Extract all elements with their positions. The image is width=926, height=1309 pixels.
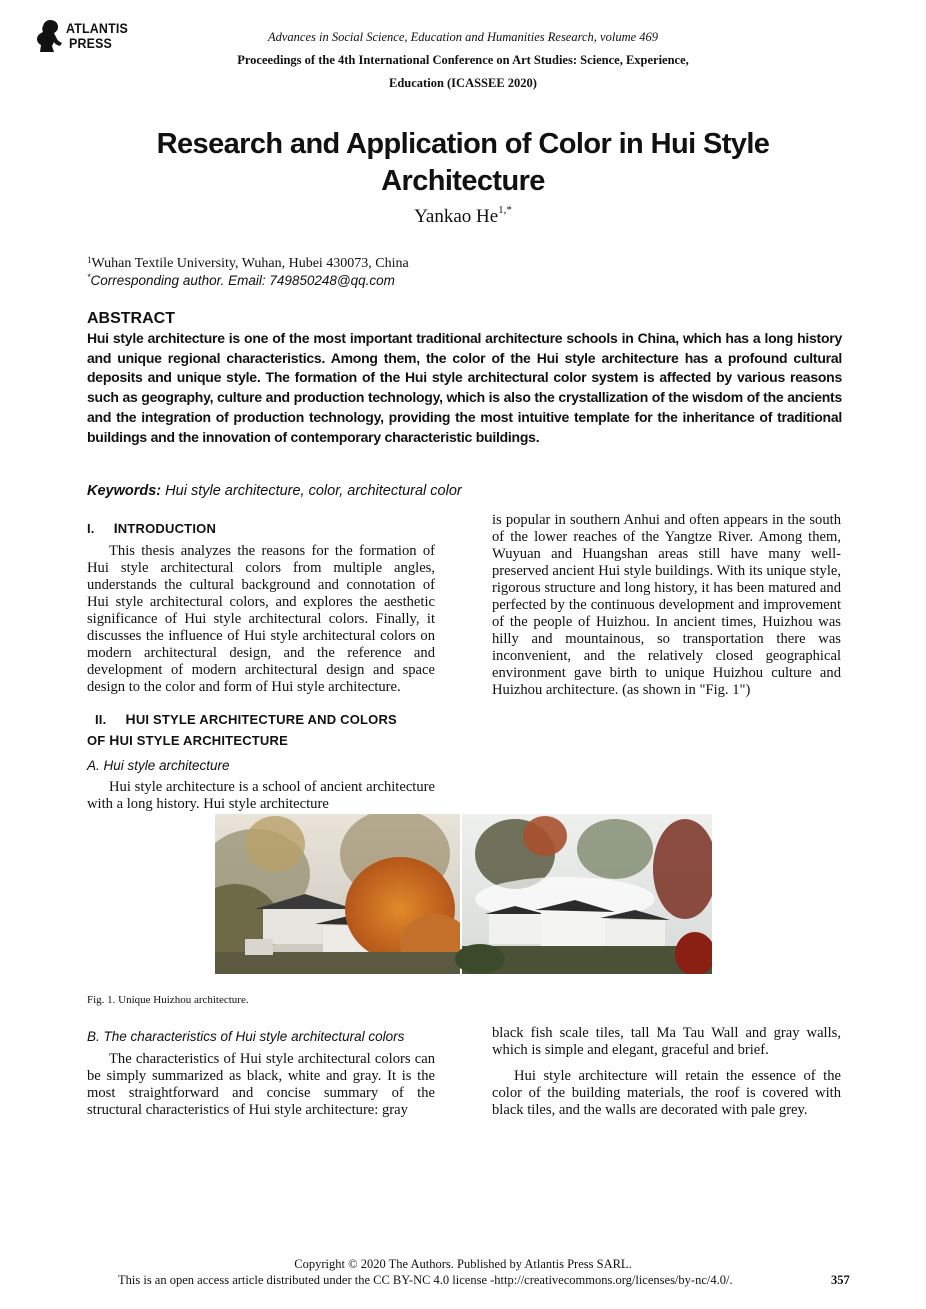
corresponding-text: Corresponding author. Email: 749850248@qq.com: [90, 273, 395, 288]
logo-text-press: PRESS: [69, 36, 113, 51]
figure-1-caption: Fig. 1. Unique Huizhou architecture.: [87, 994, 249, 1006]
section-2-number: II.: [95, 712, 107, 727]
section-2-heading-line-1: [87, 709, 435, 730]
right-column-paragraph-2: black fish scale tiles, tall Ma Tau Wall and gray walls, which is simple and elegant, graceful and brief.: [492, 1025, 841, 1058]
keywords-label: Keywords:: [87, 483, 162, 499]
section-2-heading-line-2: [87, 730, 435, 751]
title-line-1: Research and Application of Color in Hui Style: [156, 128, 770, 160]
author-name: Yankao He: [414, 206, 499, 227]
subsection-b-paragraph: The characteristics of Hui style architectural colors can be simply summarized as black, white and gray. It is the most straightforward and concise summary of the structural characteristics of Hui style architecture: gray: [87, 1051, 435, 1118]
abstract-heading: ABSTRACT: [87, 310, 175, 327]
subsection-a-paragraph: Hui style architecture is a school of ancient architecture with a long history. Hui style architecture: [87, 779, 435, 812]
author-line: [0, 206, 926, 228]
keywords-text: Hui style architecture, color, architectural color: [165, 483, 462, 499]
logo-text-atlantis: ATLANTIS: [66, 21, 128, 36]
abstract-text: Hui style architecture is one of the most important traditional architecture schools in China, which has a long history and unique regional characteristics. Among them, the color of the Hui style architecture has a profound cultural deposits and unique style. The formation of the Hui style architectural color system is affected by various reasons such as geography, culture and production technology, which is also the crystallization of the wisdom of the ancients and the integration of production technology, providing the most intuitive template for the inheritance of traditional buildings and the innovation of contemporary characteristic buildings.: [87, 330, 842, 445]
section-2-title-part-1: UI STYLE ARCHITECTURE AND COLORS: [135, 712, 397, 727]
page-number: 357: [831, 1273, 850, 1287]
affiliation: [87, 256, 409, 272]
proceedings-line-1: Proceedings of the 4th International Conference on Art Studies: Science, Experience,: [237, 53, 689, 67]
section-2-initial: H: [125, 711, 136, 727]
corresponding-author: [87, 273, 395, 288]
figure-1-image: [215, 814, 712, 974]
section-2-initial-2: H: [109, 732, 120, 748]
affiliation-superscript: 1: [87, 255, 92, 265]
right-column-paragraph-3: Hui style architecture will retain the essence of the color of the building materials, the roof is covered with black tiles, and the walls are decorated with pale grey.: [492, 1068, 841, 1118]
subsection-a-heading: A. Hui style architecture: [87, 758, 230, 773]
copyright-notice: Copyright © 2020 The Authors. Published by Atlantis Press SARL.: [294, 1257, 632, 1271]
section-1-initial: I: [113, 520, 118, 536]
section-1-heading: [87, 518, 435, 539]
section-2-title-part-3: UI STYLE ARCHITECTURE: [119, 733, 288, 748]
title-line-2: Architecture: [381, 165, 545, 197]
proceedings-line-2: Education (ICASSEE 2020): [389, 76, 537, 90]
corresponding-superscript: *: [87, 272, 91, 282]
section-2-heading: [87, 709, 435, 751]
subsection-b-heading: B. The characteristics of Hui style architectural colors: [87, 1029, 405, 1044]
section-2-title-part-2: OF: [87, 733, 110, 748]
paper-title: [110, 126, 816, 200]
section-1-number: I.: [87, 521, 95, 536]
right-column-paragraph-1: is popular in southern Anhui and often appears in the south of the lower reaches of the Yangtze River. Among them, Wuyuan and Huangshan areas still have many well-preserved ancient Hui style buildings. With its unique style, rigorous structure and long history, it has been matured and perfected by the continuous development and improvement of the people of Huizhou. In ancient times, Huizhou was hilly and mountainous, so transportation there was inconvenient, and the relatively closed geographical environment gave birth to unique Huizhou culture and Huizhou architecture. (as shown in "Fig. 1"): [492, 512, 841, 698]
huizhou-architecture-photo: [215, 814, 712, 974]
keywords: [87, 483, 462, 499]
series-title: Advances in Social Science, Education and Humanities Research, volume 469: [267, 30, 659, 44]
author-superscript: 1,*: [498, 204, 512, 216]
section-1-title: NTRODUCTION: [117, 521, 217, 536]
license-notice: This is an open access article distributed under the CC BY-NC 4.0 license -http://creativecommons.org/licenses/by-nc/4.0/.: [118, 1273, 733, 1287]
section-1-paragraph: This thesis analyzes the reasons for the formation of Hui style architectural colors from multiple angles, understands the cultural background and connotation of Hui style architectural colors, and explores the aesthetic significance of Hui style architectural colors. Finally, it discusses the influence of Hui style architectural colors on modern architectural design, and the reference and development of modern architectural design and space design to the color and form of Hui style architecture.: [87, 543, 435, 695]
affiliation-text: Wuhan Textile University, Wuhan, Hubei 430073, China: [91, 256, 409, 271]
